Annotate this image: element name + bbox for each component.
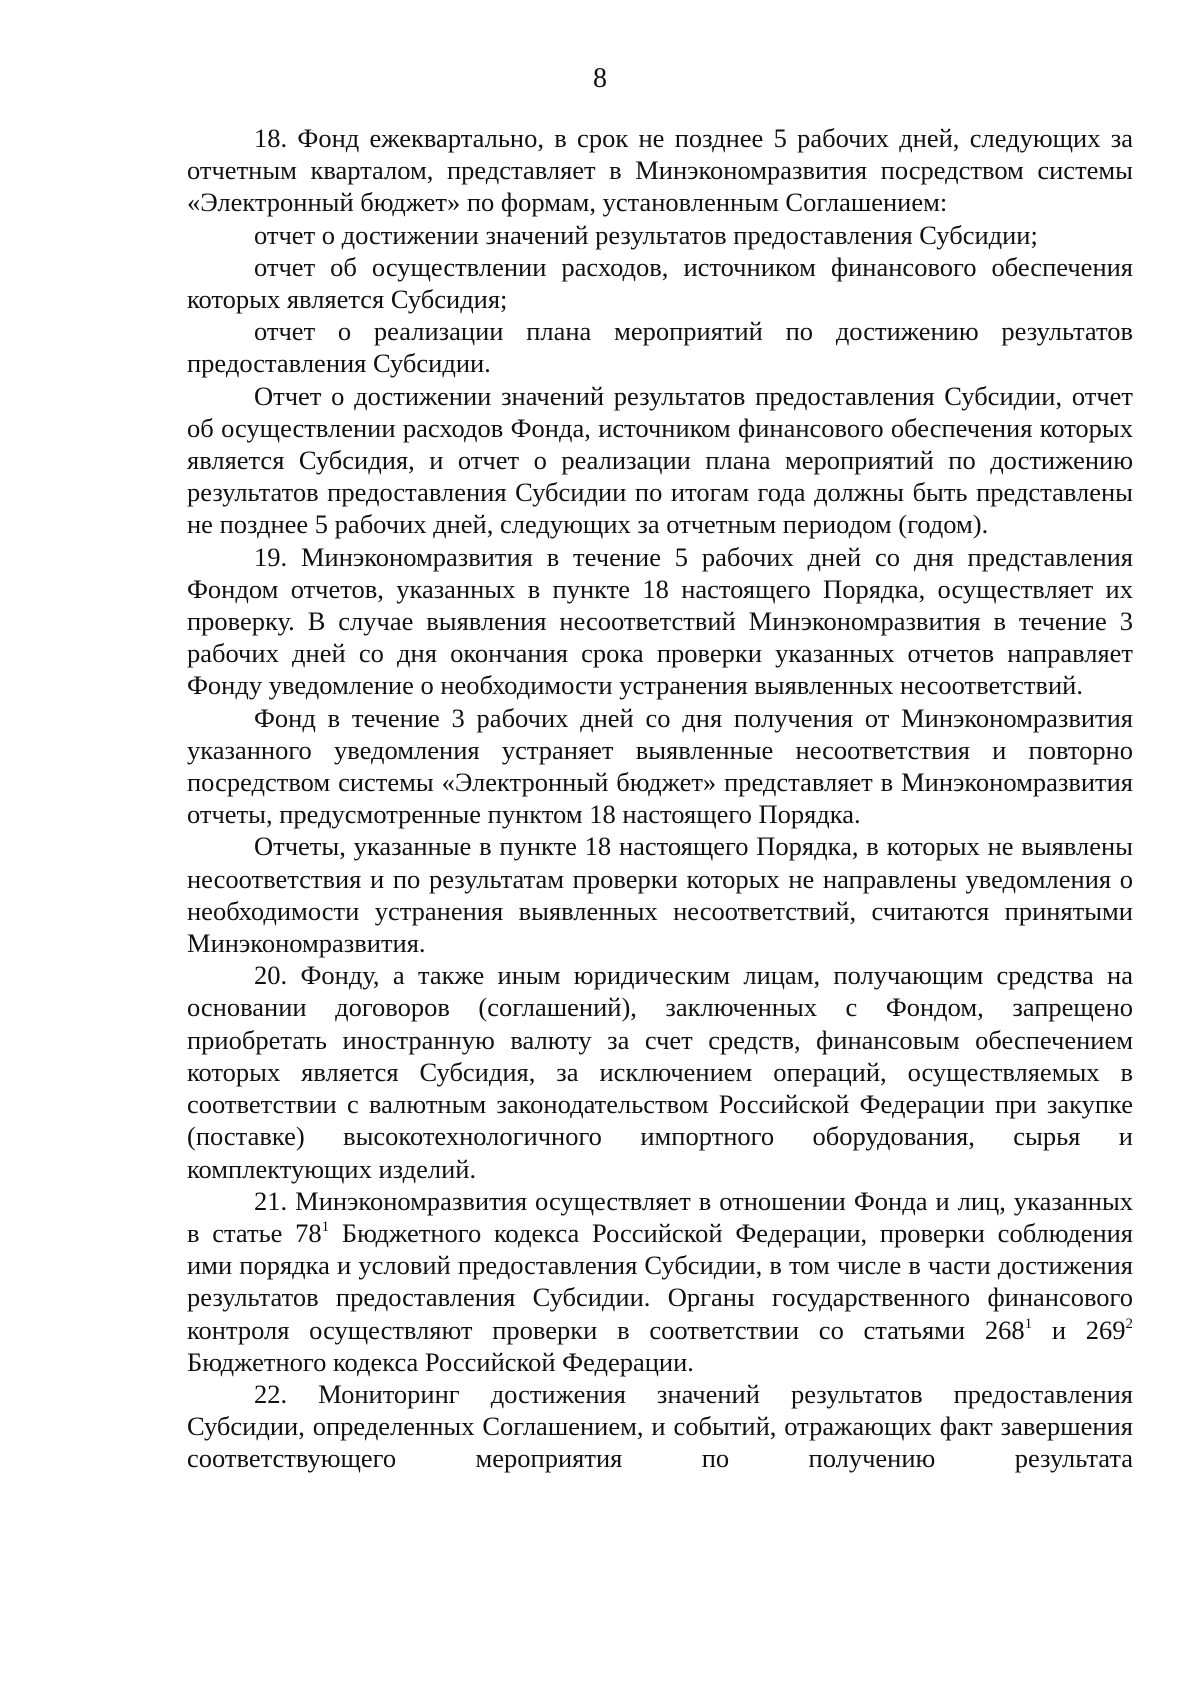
paragraph-19: 19. Минэкономразвития в течение 5 рабочих дней со дня представления Фондом отчетов, указанных в пункте 18 настоящего Порядка, осуществляет их проверку. В случае выявления несоответствий Минэкономразвития в течение 3 рабочих дней со дня окончания срока проверки указанных отчетов направляет Фонду уведомление о необходимости устранения выявленных несоответствий. (187, 541, 1133, 701)
paragraph-21-part2: Бюджетного кодекса Российской Федерации, проверки соблюдения ими порядка и условий предоставления Субсидии, в том числе в части достижения результатов предоставления Субсидии. Органы государственного финансового контроля осуществляют проверки в соответствии со статьями 268 (187, 1217, 1133, 1345)
paragraph-reports-accepted: Отчеты, указанные в пункте 18 настоящего Порядка, в которых не выявлены несоответствия и по результатам проверки которых не направлены уведомления о необходимости устранения выявленных несоответствий, считаются принятыми Минэкономразвития. (187, 831, 1133, 959)
paragraph-18: 18. Фонд ежеквартально, в срок не позднее 5 рабочих дней, следующих за отчетным кварталом, представляет в Минэкономразвития посредством системы «Электронный бюджет» по формам, установленным Соглашением: (187, 123, 1133, 218)
paragraph-report-results: отчет о достижении значений результатов предоставления Субсидии; (254, 219, 1038, 250)
superscript-2: 1 (1024, 1315, 1033, 1332)
superscript-3: 2 (1125, 1315, 1133, 1332)
paragraph-20: 20. Фонду, а также иным юридическим лицам, получающим средства на основании договоров (соглашений), заключенных с Фондом, запрещено приобретать иностранную валюту за счет средств, финансовым обеспечением которых является Субсидия, за исключением операций, осуществляемых в соответствии с валютным законодательством Российской Федерации при закупке (поставке) высокотехнологичного импортного оборудования, сырья и комплектующих изделий. (187, 960, 1133, 1184)
paragraph-22: 22. Мониторинг достижения значений результатов предоставления Субсидии, определенных Соглашением, и событий, отражающих факт завершения соответствующего мероприятия по получению результата (187, 1378, 1133, 1474)
paragraph-21-part4: Бюджетного кодекса Российской Федерации. (187, 1346, 694, 1377)
paragraph-21-part1: 21. Минэкономразвития осуществляет в отношении Фонда и лиц, указанных в статье 78 (187, 1185, 1133, 1248)
paragraph-report-plan: отчет о реализации плана мероприятий по достижению результатов предоставления Субсидии. (187, 316, 1133, 379)
paragraph-fund-corrections: Фонд в течение 3 рабочих дней со дня получения от Минэкономразвития указанного уведомления устраняет выявленные несоответствия и повторно посредством системы «Электронный бюджет» представляет в Минэкономразвития отчеты, предусмотренные пунктом 18 настоящего Порядка. (187, 702, 1133, 830)
document-body (187, 122, 1133, 1475)
superscript-1: 1 (321, 1218, 330, 1235)
paragraph-report-expenses: отчет об осуществлении расходов, источником финансового обеспечения которых является Субсидия; (187, 251, 1133, 315)
paragraph-21-part3: и 269 (1032, 1314, 1126, 1345)
paragraph-21 (187, 1185, 1133, 1378)
paragraph-annual-reports: Отчет о достижении значений результатов предоставления Субсидии, отчет об осуществлении расходов Фонда, источником финансового обеспечения которых является Субсидия, и отчет о реализации плана мероприятий по достижению результатов предоставления Субсидии по итогам года должны быть представлены не позднее 5 рабочих дней, следующих за отчетным периодом (годом). (187, 380, 1133, 540)
page-number: 8 (593, 63, 607, 94)
